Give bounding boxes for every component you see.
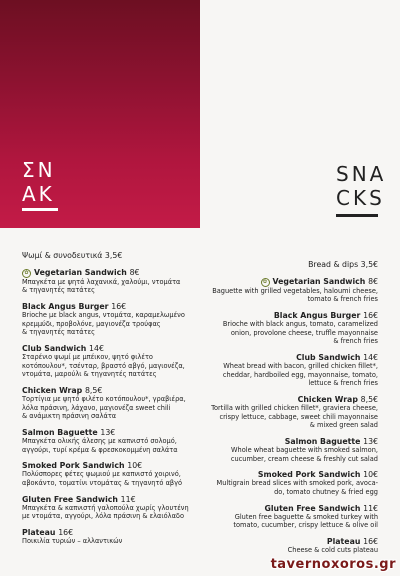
menu-item-name: Club Sandwich <box>296 352 361 362</box>
menu-item-description-line: με ντομάτα, αγγούρι, λόλα πράσινη & ελαιόλαδο <box>22 512 184 521</box>
menu-item-name: Chicken Wrap <box>22 385 83 395</box>
greek-title-underline <box>22 208 58 211</box>
english-bread-dips-heading: Bread & dips 3,5€ <box>308 260 378 269</box>
menu-item-description-line: Baguette with grilled vegetables, haloumi cheese, <box>212 286 378 295</box>
menu-item-name-line <box>22 495 202 504</box>
menu-item-name-line <box>188 504 378 513</box>
right-menu-item <box>188 504 378 530</box>
menu-item-name-line <box>188 311 378 320</box>
menu-item-description-line: Tortilla with grilled chicken fillet*, graviera cheese, <box>211 404 378 413</box>
menu-item-description-line: cucumber, cream cheese & freshly cut salad <box>230 454 378 463</box>
menu-item-price: 16€ <box>58 528 74 538</box>
english-title-line-2: CKS <box>336 186 385 210</box>
menu-item-name: Black Angus Burger <box>273 310 361 320</box>
menu-item-description-line: & french fries <box>333 337 378 346</box>
menu-item-price: 10€ <box>363 470 378 480</box>
menu-item-price: 8€ <box>368 277 378 287</box>
menu-item-name: Smoked Pork Sandwich <box>22 461 125 471</box>
menu-item-description-line: cheddar, hardboiled egg, mayonnaise, tomato, <box>222 370 378 379</box>
english-menu-column <box>188 260 378 562</box>
menu-item-description-line: Brioche με black angus, ντομάτα, καραμελωμένο <box>22 311 185 320</box>
menu-item-description-line: Τορτίγια με ψητό φιλέτο κοτόπουλου*, γραβιέρα, <box>22 395 186 404</box>
left-menu-item <box>22 528 202 546</box>
menu-item-price: 16€ <box>363 537 378 547</box>
menu-item-description-line: tomato, cucumber, crispy lettuce & olive oil <box>233 521 378 530</box>
left-menu-item <box>22 386 202 421</box>
menu-item-description-line: lettuce & french fries <box>308 379 378 388</box>
greek-title-line-1: ΣΝ <box>22 158 56 182</box>
menu-item-name-line <box>22 528 202 537</box>
menu-item-name-line <box>188 537 378 546</box>
menu-item-name: Club Sandwich <box>22 343 87 353</box>
menu-item-name-line <box>188 437 378 446</box>
menu-item-name-line <box>22 461 202 470</box>
greek-title-line-2: ΑΚ <box>22 182 55 206</box>
right-menu-item <box>188 395 378 430</box>
menu-item-name-line <box>22 344 202 353</box>
menu-item-name-line <box>188 395 378 404</box>
menu-item-name: Plateau <box>22 528 56 538</box>
menu-item-name-line <box>22 302 202 311</box>
menu-item-description-line: Σταρένιο ψωμί με μπέικον, ψητό φιλέτο <box>22 353 153 362</box>
menu-item-name-line <box>22 386 202 395</box>
menu-item-description-line: Ποικιλία τυριών – αλλαντικών <box>22 537 123 546</box>
menu-item-description-line: Πολύσπορες φέτες ψωμιού με καπνιστό χοιρινό, <box>22 470 181 479</box>
menu-item-name-line <box>188 277 378 287</box>
menu-item-description-line: & τηγανητές πατάτες <box>22 286 96 295</box>
menu-item-name-line <box>188 353 378 362</box>
vegetarian-icon: ✿ <box>261 278 270 287</box>
menu-item-name: Chicken Wrap <box>297 394 358 404</box>
menu-item-price: 14€ <box>89 343 104 353</box>
menu-item-description-line: Wheat bread with bacon, grilled chicken fillet*, <box>223 362 378 371</box>
menu-item-description-line: κρεμμύδι, προβολόνε, μαγιονέζα τρούφας <box>22 319 161 328</box>
english-section-title <box>336 162 386 210</box>
english-title-line-1: SNA <box>336 162 387 186</box>
menu-item-price: 16€ <box>363 310 378 320</box>
menu-item-description-line: Cheese & cold cuts plateau <box>287 546 378 555</box>
greek-bread-dips-heading: Ψωμί & συνοδευτικά 3,5€ <box>22 251 123 260</box>
menu-item-name: Gluten Free Sandwich <box>264 503 361 513</box>
menu-item-description-line: Μπαγκέτα & καπνιστή γαλοπούλα χωρίς γλουτένη <box>22 503 189 512</box>
menu-item-description-line: do, tomato chutney & fried egg <box>274 488 378 497</box>
right-menu-item <box>188 353 378 388</box>
right-menu-item <box>188 437 378 463</box>
menu-item-price: 8,5€ <box>360 394 378 404</box>
site-watermark: tavernoxoros.gr <box>270 557 396 572</box>
menu-item-name: Black Angus Burger <box>22 301 109 311</box>
menu-item-price: 8€ <box>129 268 140 278</box>
menu-item-name: Salmon Baguette <box>22 427 98 437</box>
left-menu-item <box>22 344 202 379</box>
menu-item-name-line <box>22 428 202 437</box>
menu-item-name: Smoked Pork Sandwich <box>257 470 361 480</box>
menu-item-name: Vegetarian Sandwich <box>272 277 366 287</box>
right-menu-item <box>188 277 378 304</box>
menu-item-name: Gluten Free Sandwich <box>22 494 118 504</box>
english-title-underline <box>336 214 378 217</box>
menu-item-description-line: λόλα πράσινη, λάχανο, μαγιονέζα sweet chili <box>22 403 171 412</box>
left-menu-item <box>22 428 202 454</box>
menu-item-description-line: ντομάτα, μαρούλι & τηγανητές πατάτες <box>22 370 157 379</box>
left-menu-item <box>22 461 202 487</box>
left-menu-item <box>22 495 202 521</box>
menu-item-description-line: Multigrain bread slices with smoked pork, avoca- <box>216 479 378 488</box>
menu-item-description-line: Brioche with black angus, tomato, caramelized <box>222 320 378 329</box>
menu-item-price: 13€ <box>100 427 116 437</box>
menu-item-name: Salmon Baguette <box>284 436 361 446</box>
menu-item-price: 16€ <box>111 301 127 311</box>
menu-item-name: Plateau <box>326 537 361 547</box>
menu-item-name: Vegetarian Sandwich <box>34 268 127 278</box>
menu-item-description-line: Μπαγκέτα ολικής άλεσης με καπνιστό σολομό, <box>22 437 177 446</box>
menu-item-description-line: Gluten free baguette & smoked turkey with <box>234 512 378 521</box>
vegetarian-icon: ✿ <box>22 269 31 278</box>
menu-item-description-line: Whole wheat baguette with smoked salmon, <box>231 446 378 455</box>
menu-item-price: 13€ <box>363 436 378 446</box>
menu-item-description-line: αβοκάντο, τοματίνι ντομάτας & τηγανητό αβγό <box>22 479 183 488</box>
menu-item-description-line: Μπαγκέτα με ψητά λαχανικά, χαλούμι, ντομάτα <box>22 277 181 286</box>
menu-item-description-line: tomato & french fries <box>307 295 378 304</box>
right-menu-item <box>188 311 378 346</box>
menu-item-price: 10€ <box>127 461 143 471</box>
menu-item-description-line: αγγούρι, τυρί κρέμα & φρεσκοκομμένη σαλάτα <box>22 445 178 454</box>
greek-menu-column <box>22 251 202 553</box>
menu-item-description-line: & ανάμικτη πράσινη σαλάτα <box>22 412 117 421</box>
red-title-panel <box>0 0 200 228</box>
menu-item-name-line <box>22 268 202 278</box>
right-menu-item <box>188 537 378 555</box>
greek-section-title <box>22 158 56 206</box>
menu-item-description-line: κοτόπουλου*, τσένταρ, βραστό αβγό, μαγιονέζα, <box>22 361 185 370</box>
left-menu-item <box>22 268 202 295</box>
menu-item-description-line: & mixed green salad <box>309 421 378 430</box>
menu-item-price: 8,5€ <box>84 385 103 395</box>
menu-item-price: 11€ <box>363 503 378 513</box>
menu-item-description-line: & τηγανητές πατάτες <box>22 328 96 337</box>
menu-item-description-line: crispy lettuce, cabbage, sweet chili mayonnaise <box>219 412 378 421</box>
left-menu-item <box>22 302 202 337</box>
menu-item-price: 14€ <box>363 352 378 362</box>
menu-item-name-line <box>188 470 378 479</box>
right-menu-item <box>188 470 378 496</box>
menu-item-price: 11€ <box>120 494 136 504</box>
menu-item-description-line: onion, provolone cheese, truffle mayonnaise <box>230 328 378 337</box>
